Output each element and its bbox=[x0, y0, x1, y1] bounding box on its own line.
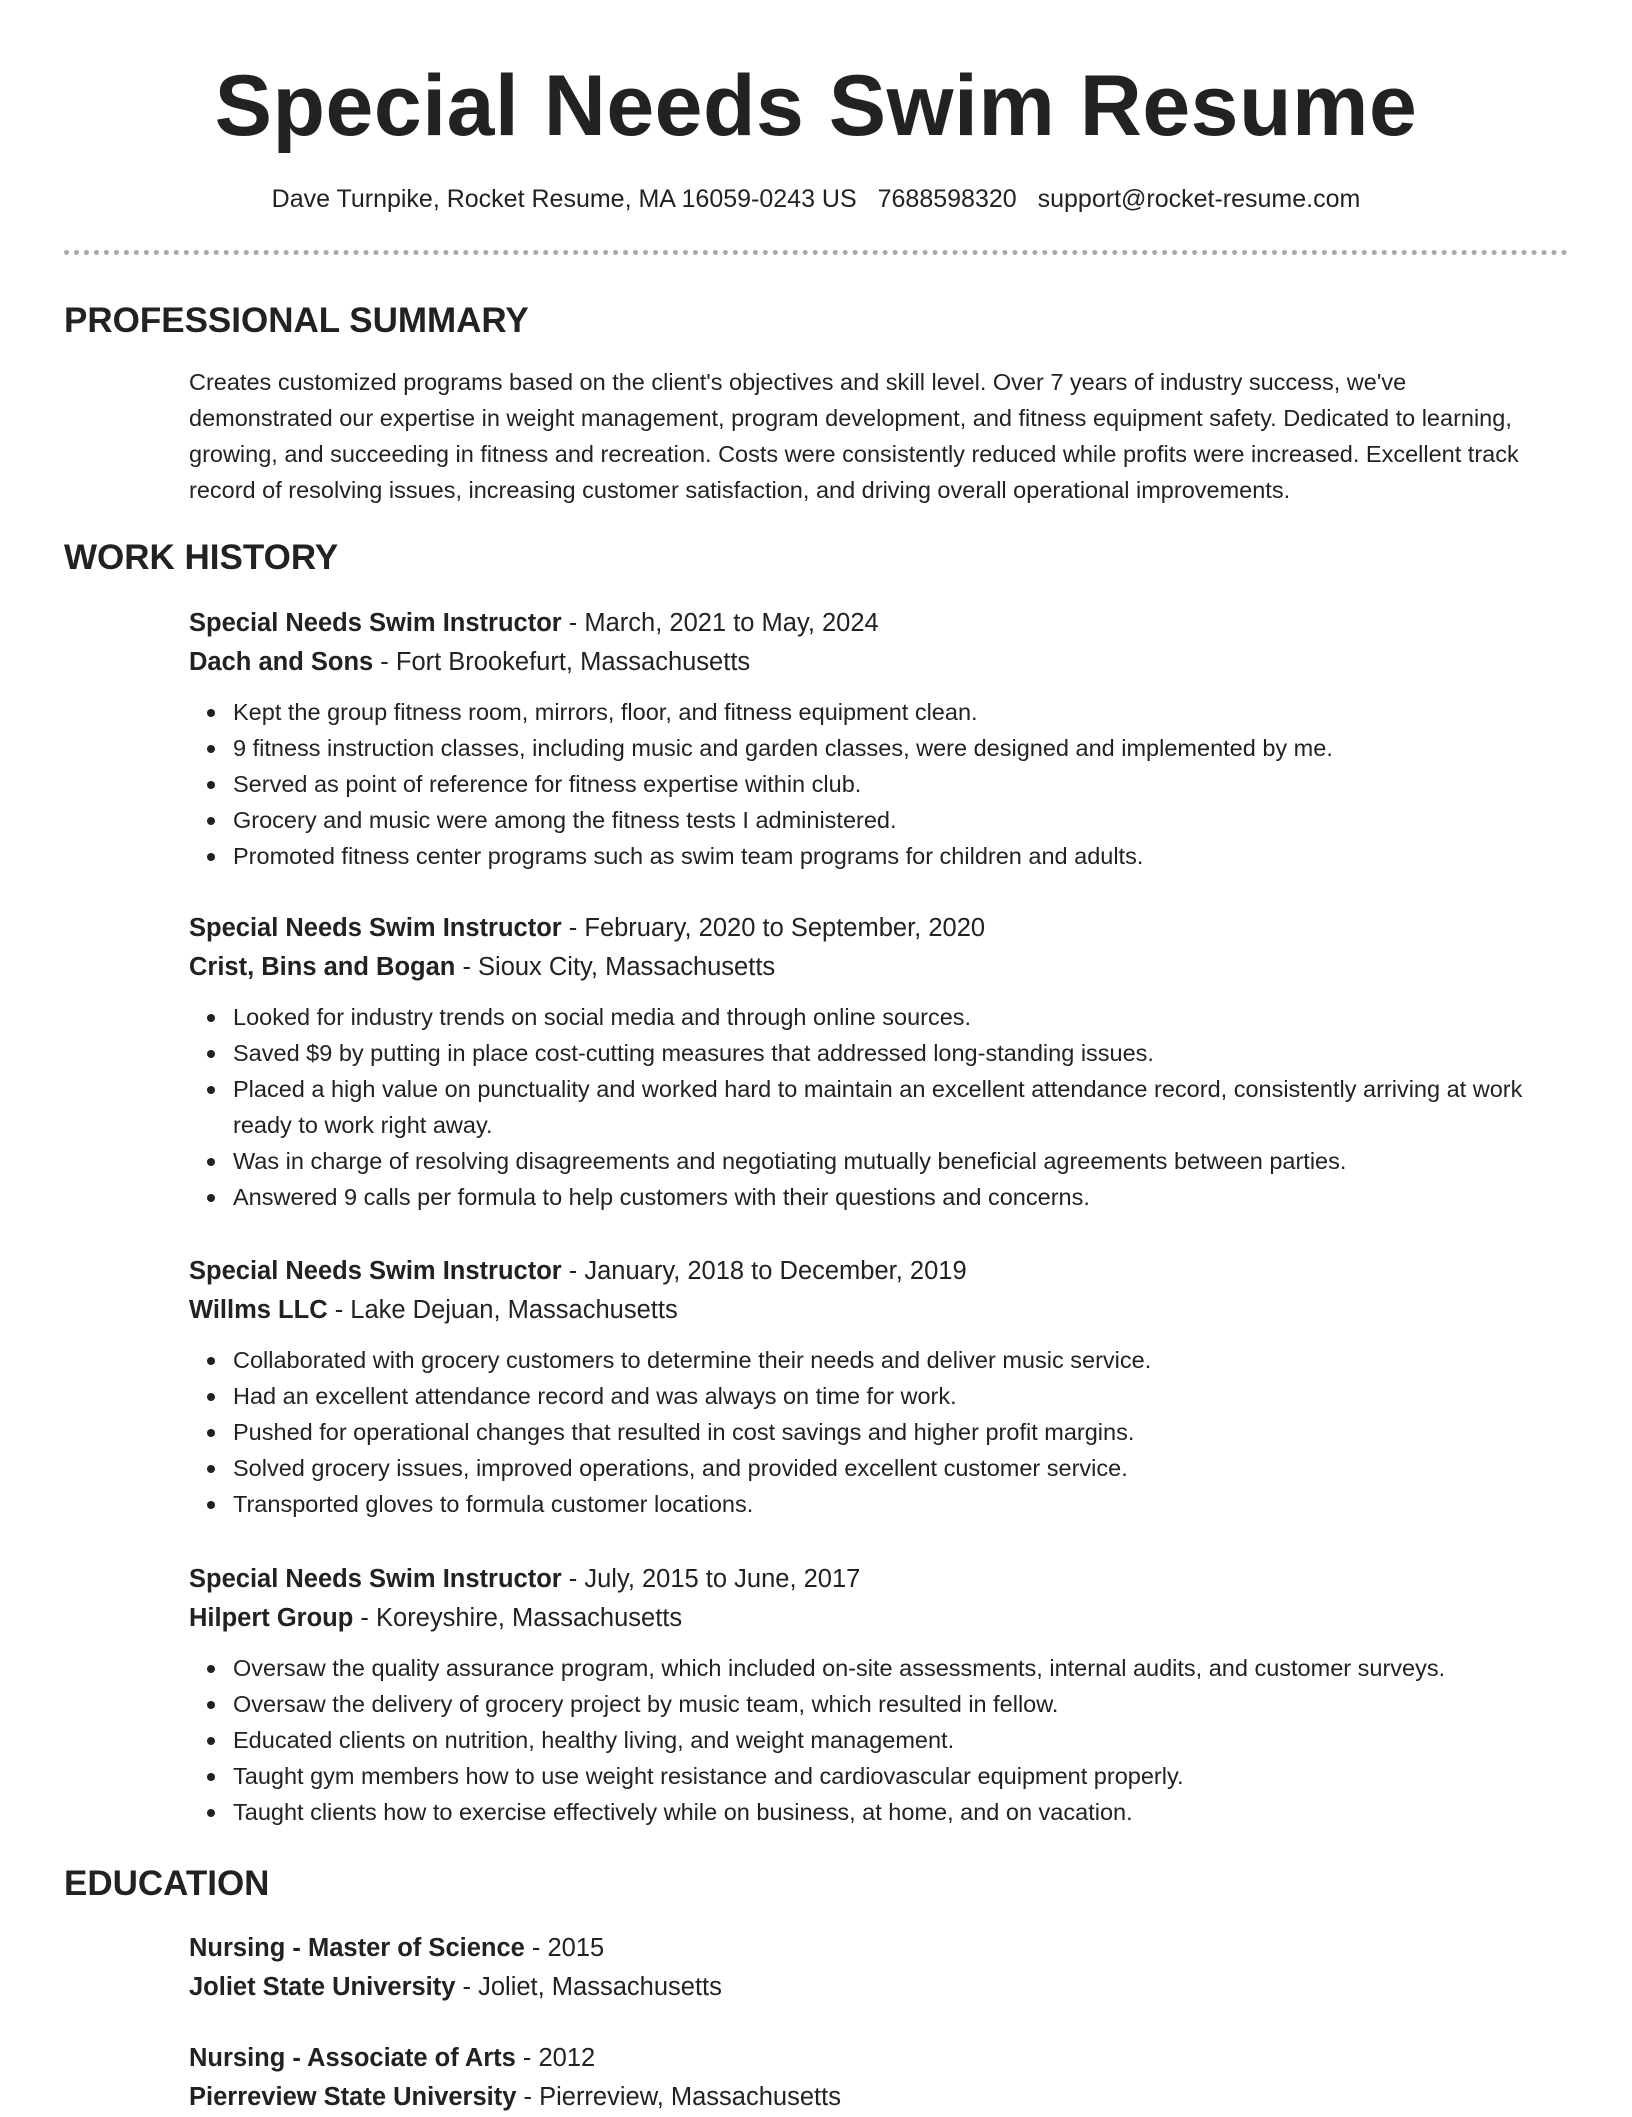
job-dates: - July, 2015 to June, 2017 bbox=[561, 1565, 861, 1593]
job-bullet: Solved grocery issues, improved operations, and provided excellent customer service. bbox=[233, 1450, 1551, 1486]
job-bullets bbox=[189, 694, 1551, 874]
job-company: Dach and Sons bbox=[189, 648, 374, 676]
education-entry bbox=[189, 2039, 1551, 2117]
job-bullet: 9 fitness instruction classes, including music and garden classes, were designed and implemented by me. bbox=[233, 730, 1551, 766]
contact-phone: 7688598320 bbox=[877, 185, 1017, 213]
job-bullet: Oversaw the quality assurance program, which included on-site assessments, internal audits, and customer surveys. bbox=[233, 1650, 1551, 1686]
job-bullet: Served as point of reference for fitness expertise within club. bbox=[233, 766, 1551, 802]
summary-text: Creates customized programs based on the client's objectives and skill level. Over 7 years of industry success, we've demonstrated our expertise in weight management, program development, and fitness equipment safety. Dedicated to learning, growing, and succeeding in fitness and recreation. Costs were consistently reduced while profits were increased. Excellent track record of resolving issues, increasing customer satisfaction, and driving overall operational improvements. bbox=[189, 369, 1519, 503]
job-entry bbox=[189, 1252, 1551, 1522]
job-company: Willms LLC bbox=[189, 1296, 328, 1324]
job-bullet: Was in charge of resolving disagreements and negotiating mutually beneficial agreements between parties. bbox=[233, 1143, 1551, 1179]
job-bullet: Oversaw the delivery of grocery project by music team, which resulted in fellow. bbox=[233, 1686, 1551, 1722]
education-location: - Pierreview, Massachusetts bbox=[516, 2083, 841, 2111]
job-company-line bbox=[189, 1599, 1551, 1638]
job-dates: - March, 2021 to May, 2024 bbox=[561, 609, 879, 637]
education-degree-line bbox=[189, 1929, 1551, 1968]
job-location: - Fort Brookefurt, Massachusetts bbox=[373, 648, 751, 676]
job-bullet: Grocery and music were among the fitness tests I administered. bbox=[233, 802, 1551, 838]
job-company-line bbox=[189, 948, 1551, 987]
education-heading: EDUCATION bbox=[64, 1864, 270, 1903]
education-degree-line bbox=[189, 2039, 1551, 2078]
job-bullet: Transported gloves to formula customer locations. bbox=[233, 1486, 1551, 1522]
job-title: Special Needs Swim Instructor bbox=[189, 1257, 562, 1285]
job-entry bbox=[189, 604, 1551, 874]
job-location: - Koreyshire, Massachusetts bbox=[353, 1604, 683, 1632]
job-bullet: Pushed for operational changes that resulted in cost savings and higher profit margins. bbox=[233, 1414, 1551, 1450]
work-history-heading: WORK HISTORY bbox=[64, 538, 339, 577]
contact-email: support@rocket-resume.com bbox=[1037, 185, 1361, 213]
job-title-line bbox=[189, 1560, 1551, 1599]
job-bullet: Answered 9 calls per formula to help customers with their questions and concerns. bbox=[233, 1179, 1551, 1215]
job-bullet: Placed a high value on punctuality and worked hard to maintain an excellent attendance record, consistently arriving at work ready to work right away. bbox=[233, 1071, 1551, 1143]
resume-title: Special Needs Swim Resume bbox=[214, 58, 1418, 154]
job-company: Hilpert Group bbox=[189, 1604, 354, 1632]
education-year: - 2015 bbox=[524, 1934, 605, 1962]
education-school-line bbox=[189, 1968, 1551, 2007]
job-company-line bbox=[189, 643, 1551, 682]
job-title: Special Needs Swim Instructor bbox=[189, 1565, 562, 1593]
job-entry bbox=[189, 909, 1551, 1215]
education-degree: Nursing - Master of Science bbox=[189, 1934, 525, 1962]
job-bullet: Had an excellent attendance record and was always on time for work. bbox=[233, 1378, 1551, 1414]
job-bullet: Taught gym members how to use weight resistance and cardiovascular equipment properly. bbox=[233, 1758, 1551, 1794]
job-dates: - February, 2020 to September, 2020 bbox=[561, 914, 986, 942]
job-title: Special Needs Swim Instructor bbox=[189, 914, 562, 942]
job-bullet: Looked for industry trends on social media and through online sources. bbox=[233, 999, 1551, 1035]
job-bullet: Taught clients how to exercise effectively while on business, at home, and on vacation. bbox=[233, 1794, 1551, 1830]
job-title-line bbox=[189, 909, 1551, 948]
education-school-line bbox=[189, 2078, 1551, 2117]
job-bullet: Saved $9 by putting in place cost-cutting measures that addressed long-standing issues. bbox=[233, 1035, 1551, 1071]
job-bullet: Kept the group fitness room, mirrors, floor, and fitness equipment clean. bbox=[233, 694, 1551, 730]
job-title-line bbox=[189, 1252, 1551, 1291]
job-title-line bbox=[189, 604, 1551, 643]
job-bullets bbox=[189, 1342, 1551, 1522]
job-company: Crist, Bins and Bogan bbox=[189, 953, 456, 981]
job-dates: - January, 2018 to December, 2019 bbox=[561, 1257, 967, 1285]
job-title: Special Needs Swim Instructor bbox=[189, 609, 562, 637]
job-bullet: Educated clients on nutrition, healthy living, and weight management. bbox=[233, 1722, 1551, 1758]
contact-line bbox=[0, 182, 1632, 216]
education-school: Pierreview State University bbox=[189, 2083, 517, 2111]
education-school: Joliet State University bbox=[189, 1973, 456, 2001]
education-degree: Nursing - Associate of Arts bbox=[189, 2044, 516, 2072]
job-bullet: Promoted fitness center programs such as swim team programs for children and adults. bbox=[233, 838, 1551, 874]
education-location: - Joliet, Massachusetts bbox=[455, 1973, 722, 2001]
job-entry bbox=[189, 1560, 1551, 1830]
job-company-line bbox=[189, 1291, 1551, 1330]
contact-address: Dave Turnpike, Rocket Resume, MA 16059-0243 US bbox=[271, 185, 857, 213]
header-divider bbox=[64, 250, 1568, 255]
education-year: - 2012 bbox=[515, 2044, 596, 2072]
education-entry bbox=[189, 1929, 1551, 2007]
job-location: - Sioux City, Massachusetts bbox=[455, 953, 776, 981]
job-bullets bbox=[189, 999, 1551, 1215]
job-bullet: Collaborated with grocery customers to determine their needs and deliver music service. bbox=[233, 1342, 1551, 1378]
summary-heading: PROFESSIONAL SUMMARY bbox=[64, 301, 529, 340]
job-bullets bbox=[189, 1650, 1551, 1830]
job-location: - Lake Dejuan, Massachusetts bbox=[327, 1296, 678, 1324]
